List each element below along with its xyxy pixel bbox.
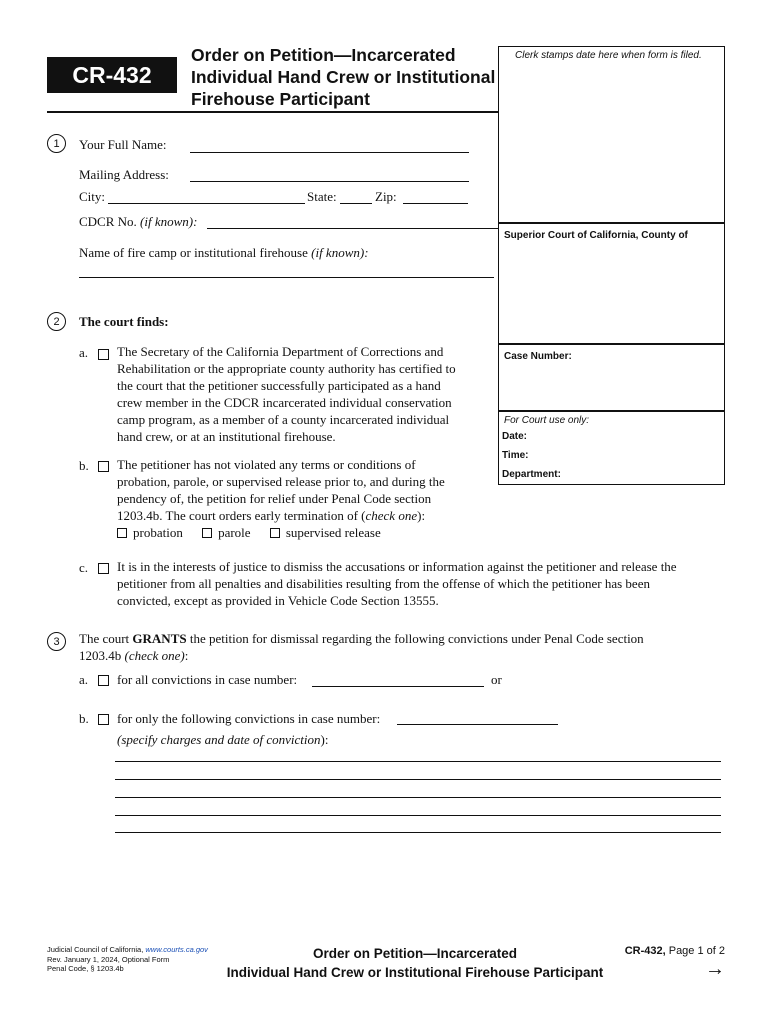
checkbox-2b[interactable] xyxy=(98,458,115,476)
courts-link[interactable]: www.courts.ca.gov xyxy=(145,945,208,954)
checkbox-2a[interactable] xyxy=(98,346,115,364)
charges-line-5[interactable] xyxy=(115,832,721,833)
charges-line-3[interactable] xyxy=(115,797,721,798)
camp-label-text: Name of fire camp or institutional firehouse xyxy=(79,245,308,260)
section-2-number: 2 xyxy=(47,312,66,331)
footer-title-line-1: Order on Petition—Incarcerated xyxy=(312,946,518,961)
footer-page-number: Page 1 of 2 xyxy=(665,945,725,957)
clerk-stamp-box[interactable] xyxy=(498,46,725,223)
camp-label xyxy=(79,244,369,261)
camp-hint: (if known): xyxy=(311,245,369,260)
department-label: Department: xyxy=(502,469,561,480)
checkbox-3a-box[interactable] xyxy=(98,675,109,686)
option-probation-label: probation xyxy=(133,525,183,540)
s3-check-one: (check one) xyxy=(124,648,185,663)
item-2b-last-text: 1203.4b. The court orders early termination of ( xyxy=(117,508,366,523)
court-county-label: Superior Court of California, County of xyxy=(504,230,688,241)
s3-colon: : xyxy=(184,648,189,663)
cdcr-label-text: CDCR No. xyxy=(79,214,137,229)
checkbox-2a-box[interactable] xyxy=(98,349,109,360)
footer-page xyxy=(560,945,725,979)
item-2a-line: camp program, as a member of a county incarcerated individual xyxy=(117,412,450,427)
court-use-label: For Court use only: xyxy=(504,415,590,426)
item-2c-text xyxy=(117,558,677,609)
item-3b-letter: b. xyxy=(79,711,89,726)
title-line-1: Order on Petition—Incarcerated xyxy=(191,45,456,65)
form-number-badge: CR-432 xyxy=(47,57,177,93)
option-supervised-label: supervised release xyxy=(285,525,381,540)
full-name-field[interactable] xyxy=(190,152,469,153)
court-county-box[interactable] xyxy=(498,223,725,344)
item-3a-or: or xyxy=(491,672,502,687)
charges-line-2[interactable] xyxy=(115,779,721,780)
item-3a-text: for all convictions in case number: xyxy=(117,672,298,687)
checkbox-3b[interactable] xyxy=(98,711,115,729)
cdcr-field[interactable] xyxy=(207,228,498,229)
mailing-address-field[interactable] xyxy=(190,181,469,182)
item-2c-letter: c. xyxy=(79,560,89,575)
s3-code: 1203.4b xyxy=(79,648,122,663)
cdcr-hint: (if known): xyxy=(140,214,198,229)
item-2c-line: convicted, except as provided in Vehicle Code Section 13555. xyxy=(117,593,439,608)
checkbox-parole[interactable] xyxy=(202,528,212,538)
camp-field[interactable] xyxy=(79,277,494,278)
item-2c-line: petitioner from all penalties and disabilities resulting from the offense of which the petitioner has been xyxy=(117,576,650,591)
item-2a-line: Rehabilitation or the appropriate county authority has certified to xyxy=(117,361,456,376)
item-2b-letter: b. xyxy=(79,458,89,473)
checkbox-supervised-release[interactable] xyxy=(270,528,280,538)
city-label: City: xyxy=(79,189,106,204)
item-2b-text xyxy=(117,456,445,524)
s3-post: the petition for dismissal regarding the following convictions under Penal Code section xyxy=(186,631,644,646)
section-1-number: 1 xyxy=(47,134,66,153)
time-label: Time: xyxy=(502,450,529,461)
item-3a-letter: a. xyxy=(79,672,89,687)
case-number-3b-field[interactable] xyxy=(397,724,558,725)
court-finds-heading: The court finds: xyxy=(79,314,169,329)
charges-line-1[interactable] xyxy=(115,761,721,762)
item-2a-line: the court that the petitioner successfully participated as a hand xyxy=(117,378,441,393)
checkbox-2c[interactable] xyxy=(98,560,115,578)
footer-form-number: CR-432, xyxy=(624,945,666,957)
date-label: Date: xyxy=(502,431,528,442)
item-2a-letter: a. xyxy=(79,345,89,360)
section-3-intro xyxy=(79,630,644,664)
checkbox-3b-box[interactable] xyxy=(98,714,109,725)
item-2a-line: crew member in the CDCR incarcerated individual conservation xyxy=(117,395,452,410)
mailing-address-label: Mailing Address: xyxy=(79,167,169,182)
form-title xyxy=(191,44,501,110)
s3-pre: The court xyxy=(79,631,133,646)
case-number-3a-field[interactable] xyxy=(312,686,484,687)
item-2a-text xyxy=(117,343,456,445)
check-one-hint: check one xyxy=(365,508,418,523)
item-2b-close: ): xyxy=(417,508,426,523)
case-number-box[interactable] xyxy=(498,344,725,411)
footer-council-line xyxy=(47,945,208,955)
state-label: State: xyxy=(307,189,337,204)
grants-text: GRANTS xyxy=(132,631,187,646)
title-line-2: Individual Hand Crew or Institutional xyxy=(191,67,496,87)
court-use-box xyxy=(498,411,725,485)
specify-close: ): xyxy=(320,732,329,747)
footer-revision: Rev. January 1, 2024, Optional Form xyxy=(47,954,170,964)
case-number-label: Case Number: xyxy=(504,351,572,362)
checkbox-2b-box[interactable] xyxy=(98,461,109,472)
footer-council: Judicial Council of California, xyxy=(47,945,146,954)
footer-title xyxy=(210,944,620,982)
item-2b-line: probation, parole, or supervised release prior to, and during the xyxy=(117,474,445,489)
zip-field[interactable] xyxy=(403,203,468,204)
section-3-line-1 xyxy=(79,630,644,647)
footer-title-line-2: Individual Hand Crew or Institutional Firehouse Participant xyxy=(226,965,604,980)
state-field[interactable] xyxy=(340,203,372,204)
item-2b-last-line xyxy=(117,507,445,524)
next-page-arrow-icon[interactable]: → xyxy=(705,958,725,980)
title-line-3: Firehouse Participant xyxy=(191,89,370,109)
item-2b-line: pendency of, the petition for relief under Penal Code section xyxy=(117,491,432,506)
zip-label: Zip: xyxy=(375,189,397,204)
footer-penal-code: Penal Code, § 1203.4b xyxy=(47,964,124,973)
checkbox-3a[interactable] xyxy=(98,672,115,690)
item-2b-line: The petitioner has not violated any terms or conditions of xyxy=(117,457,416,472)
termination-options xyxy=(117,524,381,541)
cdcr-label xyxy=(79,213,197,230)
checkbox-probation[interactable] xyxy=(117,528,127,538)
checkbox-2c-box[interactable] xyxy=(98,563,109,574)
charges-line-4[interactable] xyxy=(115,815,721,816)
item-3b-text: for only the following convictions in case number: xyxy=(117,711,381,726)
section-3-line-2 xyxy=(79,647,644,664)
clerk-stamp-label: Clerk stamps date here when form is filed. xyxy=(515,50,702,61)
header-rule xyxy=(47,111,499,113)
item-2a-line: hand crew, or at an institutional firehouse. xyxy=(117,429,336,444)
full-name-label: Your Full Name: xyxy=(79,137,167,152)
item-2a-line: The Secretary of the California Department of Corrections and xyxy=(117,344,444,359)
city-field[interactable] xyxy=(108,203,305,204)
specify-hint xyxy=(117,731,328,748)
section-3-number: 3 xyxy=(47,632,66,651)
item-2c-line: It is in the interests of justice to dismiss the accusations or information against the petitioner and release the xyxy=(117,559,677,574)
specify-text: (specify charges and date of conviction xyxy=(117,732,321,747)
option-parole-label: parole xyxy=(218,525,251,540)
footer-left xyxy=(47,945,208,974)
